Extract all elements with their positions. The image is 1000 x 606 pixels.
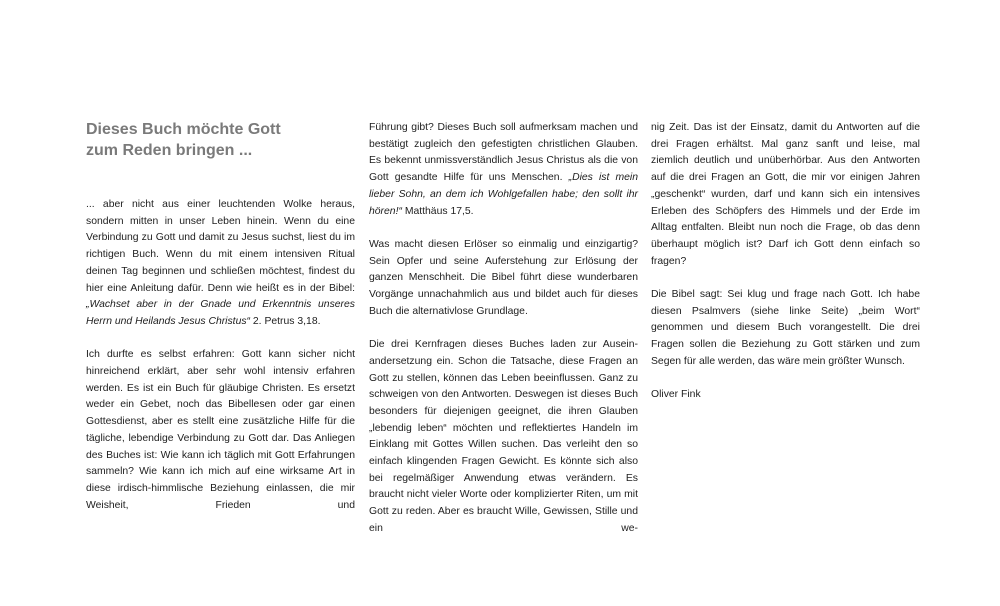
paragraph — [369, 120, 638, 220]
author-signature: Oliver Fink — [651, 389, 701, 401]
text-column-2 — [369, 120, 638, 554]
paragraph: Die drei Kernfragen dieses Buches laden zur Auseinandersetzung ein. Schon die Tatsache, diese Fragen an Gott zu stellen, können das Leben beeinflussen. Ganz zu schweigen von den Antworten. Deswegen ist dieses Buch besonders für diejenigen geeignet, die ihren Glauben „lebendig leben“ möchten und reflektiertes Handeln im Einklang mit Gottes Willen suchen. Das verleiht den so einfach klingenden Fragen Gewicht. Es könnte sich also bei regelmäßiger Anwendung etwas verändern. Es braucht nicht vieler Worte oder komplizierter Riten, um mit Gott zu reden. Aber es braucht Wille, Gewissen, Stille und ein we- — [369, 339, 638, 534]
bible-quote: „Wachset aber in der Gnade und Erkenntnis unseres Herrn und Heilands Jesus Christus“ — [86, 299, 355, 327]
paragraph-text: ... aber nicht aus einer leuchtenden Wolke heraus, sondern mitten in unser Leben hinein. Wenn du eine Verbindung zu Gott und damit zu Jesus suchst, liest du im richtigen Buch. Wenn du mit einem intensiven Ritual deinen Tag beginnen und schließen möchtest, findest du hier eine Anleitung dafür. Denn wie heißt es in der Bibel: — [86, 199, 355, 294]
paragraph: nig Zeit. Das ist der Einsatz, damit du Antworten auf die drei Fragen erhältst. Mal ganz sanft und leise, mal ziemlich deutlich und unüberhörbar. Aus den Antworten auf die drei Fragen an Gott, die mir vor einigen Jahren „geschenkt“ wurden, darf und kann sich ein intensives Erleben des Schöpfers des Himmels und der Erde im Alltag entfalten. Bleibt nun noch die Frage, ob das denn überhaupt möglich ist? Darf ich Gott denn einfach so fragen? — [651, 122, 920, 267]
title-line-2: zum Reden bringen ... — [86, 142, 253, 159]
paragraph: Was macht diesen Erlöser so einmalig und einzigartig? Sein Opfer und seine Auferstehung zur Erlösung der ganzen Menschheit. Die Bibel führt diese wunderbaren Vorgänge unnachahmlich aus und bildet auch für dieses Buch die alternativlose Grundlage. — [369, 238, 638, 317]
page-title — [86, 119, 366, 161]
text-column-1 — [86, 197, 355, 531]
bible-quote: „Dies ist mein lieber Sohn, an dem ich Wohlgefallen habe; den sollt ihr hören!“ — [369, 172, 639, 217]
paragraph: Ich durfte es selbst erfahren: Gott kann sicher nicht hinreichend erklärt, aber sehr wohl intensiv erfahren werden. Es ist ein Buch für gläubige Christen. Es ersetzt weder ein Gebet, noch das Bibellesen oder gar einen Gottesdienst, aber es stellt eine zusätzliche Hilfe für die tägliche, lebendige Verbindung zu Gott dar. Das Anliegen des Buches ist: Wie kann ich täglich mit Gott Erfahrungen sammeln? Wie kann ich mich auf eine wirksame Art in diese irdisch-himmlische Beziehung einlassen, die mir Weisheit, Frieden und — [86, 349, 355, 511]
paragraph: Die Bibel sagt: Sei klug und frage nach Gott. Ich habe diesen Psalmvers (siehe linke Seite) „beim Wort“ genommen und diesem Buch vorangestellt. Die drei Fragen sollen die Beziehung zu Gott stärken und zum Segen für alle werden, das wäre mein größter Wunsch. — [651, 289, 920, 367]
title-line-1: Dieses Buch möchte Gott — [86, 121, 281, 138]
paragraph-text: Führung gibt? Dieses Buch soll aufmerksam machen und bestätigt zugleich den gefestigten christlichen Glauben. Es bekennt unmissverständlich Jesus Christus als die von Gott gesandte Hilfe für uns Menschen. — [369, 122, 638, 184]
paragraph — [86, 197, 355, 331]
bible-reference: Matthäus 17,5. — [401, 205, 474, 217]
text-column-3 — [651, 120, 920, 421]
bible-reference: 2. Petrus 3,18. — [250, 315, 321, 327]
